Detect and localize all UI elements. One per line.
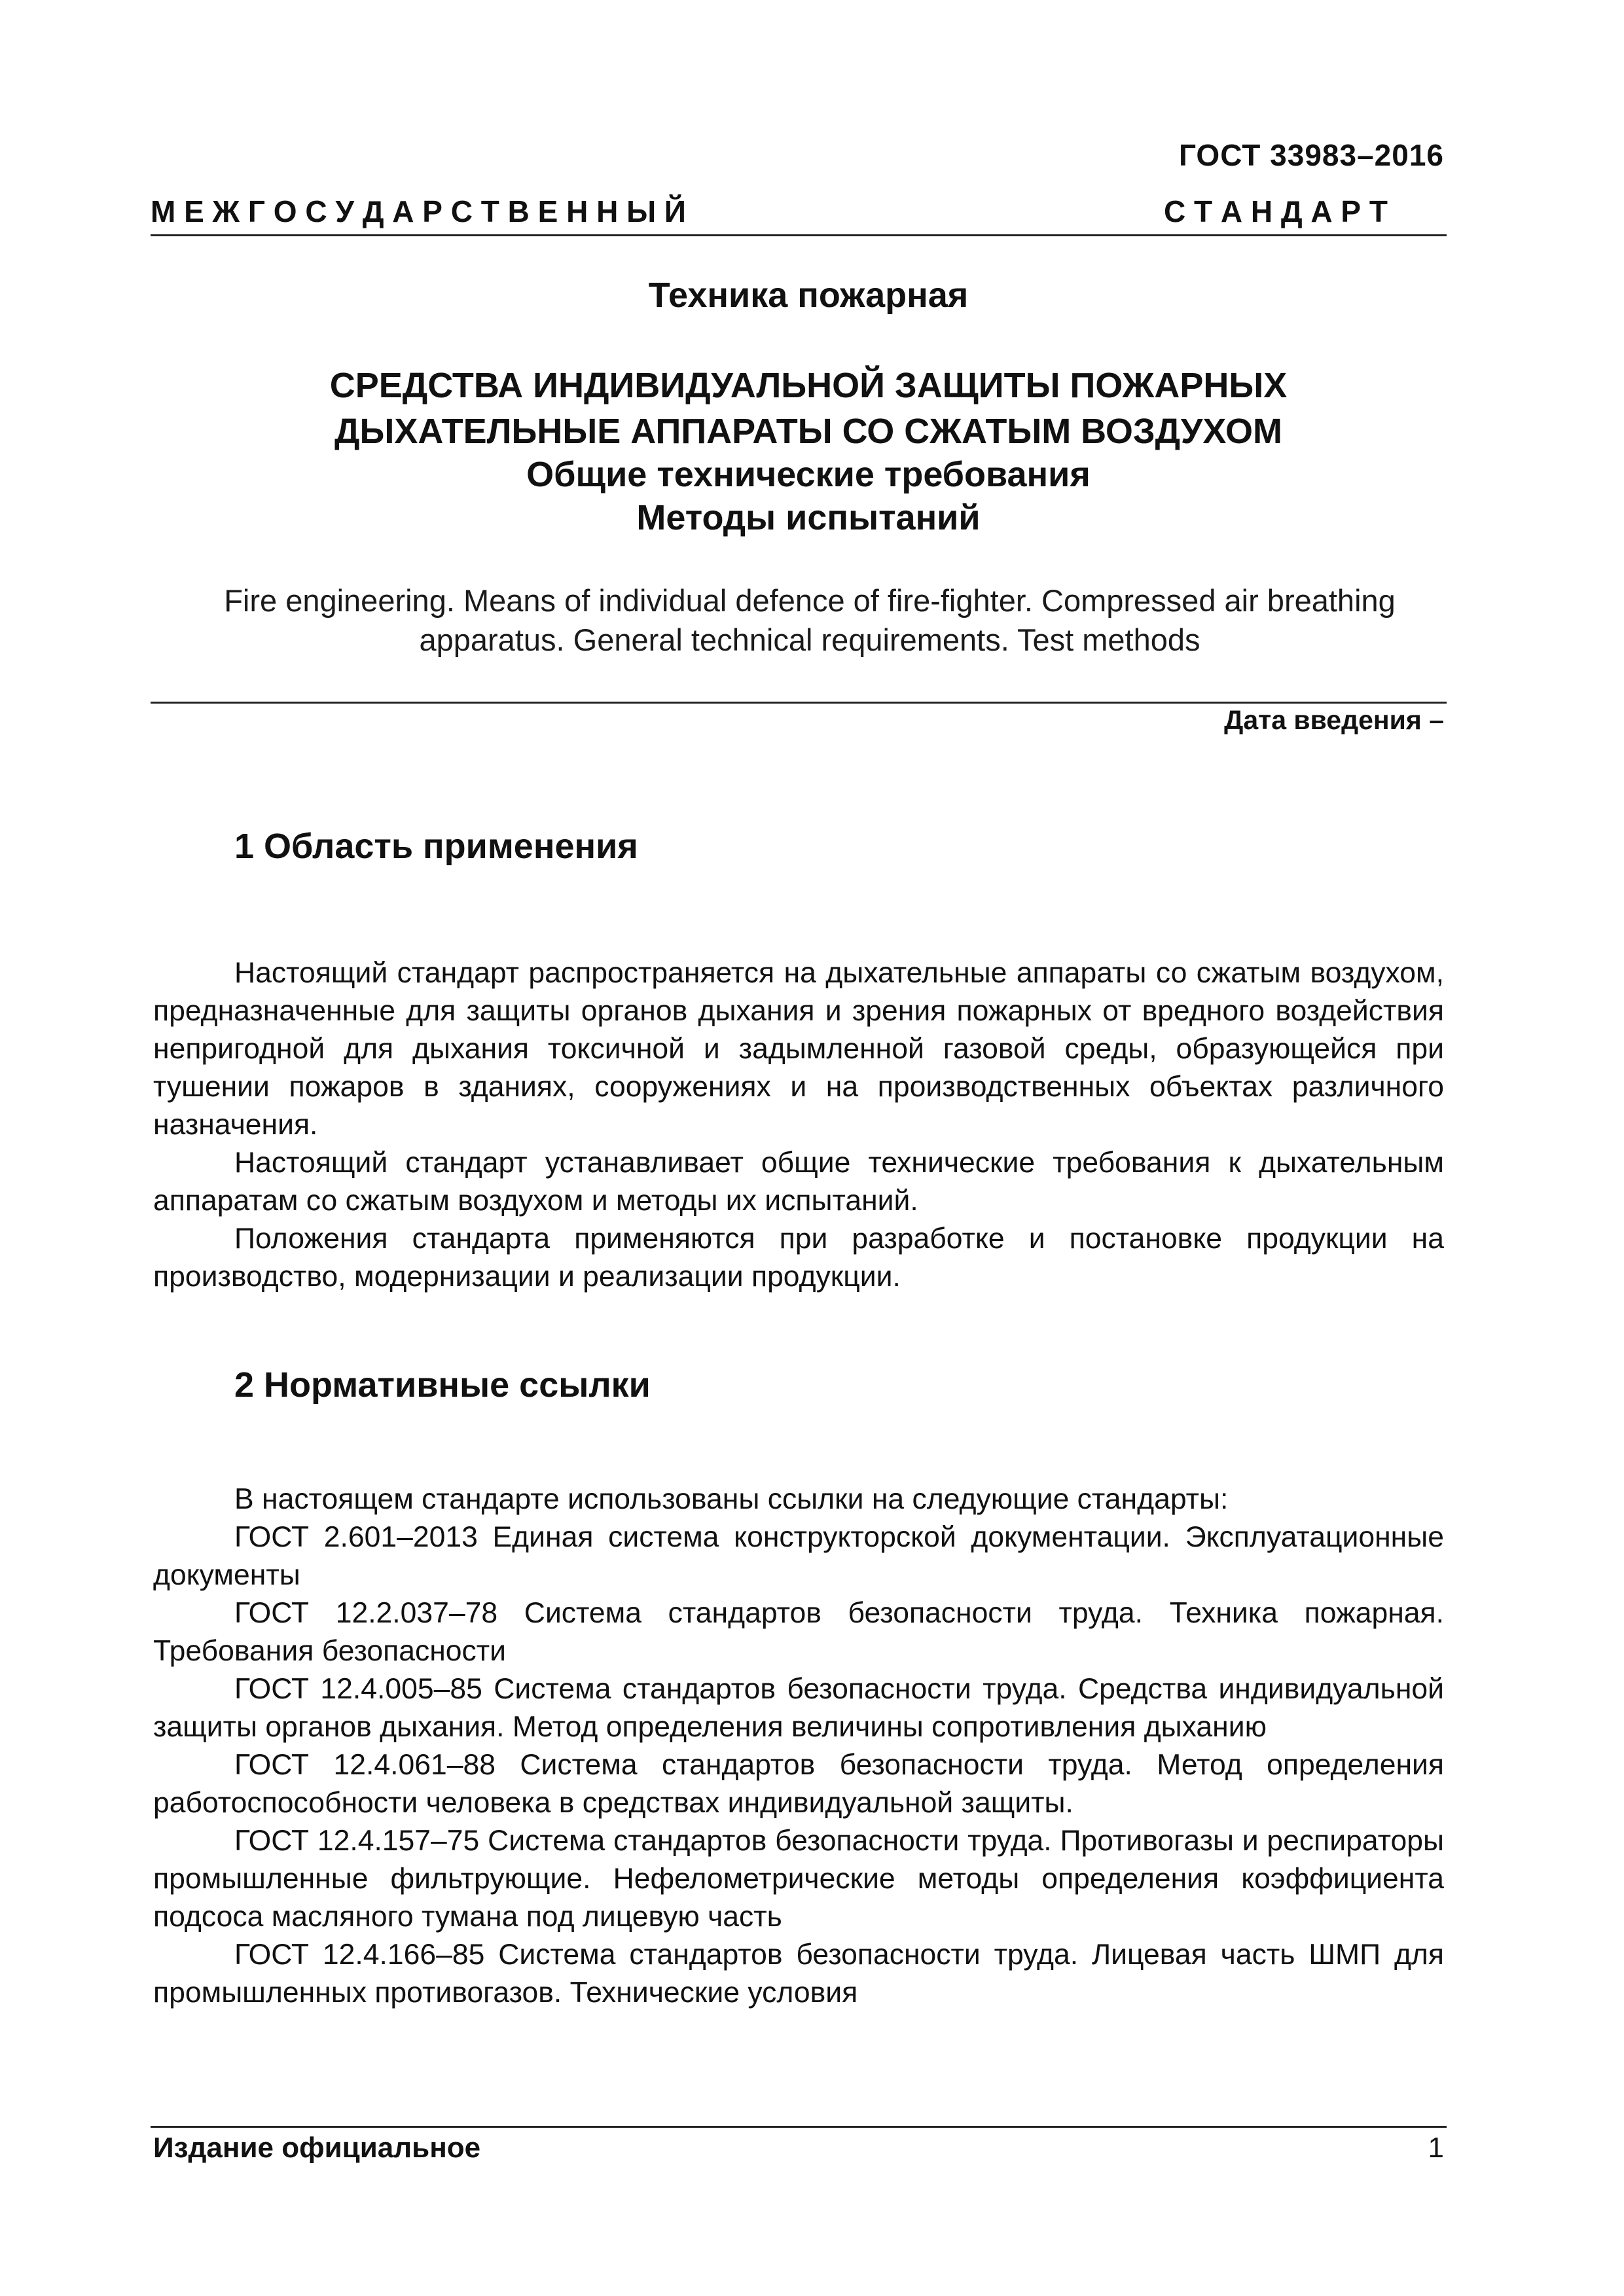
title-line-3: Общие технические требования (526, 455, 1091, 494)
reference-item: ГОСТ 12.4.166–85 Система стандартов безопасности труда. Лицевая часть ШМП для промышленных противогазов. Технические условия (153, 1939, 1444, 2009)
interstate-word: М Е Ж Г О С У Д А Р С Т В Е Н Н Ы Й (151, 194, 686, 228)
introduction-date: Дата введения – (1224, 705, 1444, 735)
title-rule (151, 702, 1447, 704)
gost-number: ГОСТ 33983–2016 (1178, 138, 1444, 172)
footer-rule (151, 2126, 1447, 2128)
header-rule (151, 234, 1447, 236)
section-1-heading: 1 Область применения (234, 827, 638, 866)
reference-item: ГОСТ 12.4.061–88 Система стандартов безопасности труда. Метод определения работоспособности человека в средствах индивидуальной защиты. (153, 1749, 1444, 1819)
title-line-1: СРЕДСТВА ИНДИВИДУАЛЬНОЙ ЗАЩИТЫ ПОЖАРНЫХ (329, 366, 1288, 405)
paragraph: Настоящий стандарт устанавливает общие технические требования к дыхательным аппаратам со сжатым воздухом и методы их испытаний. (153, 1147, 1444, 1217)
section-1-body (153, 954, 1444, 1296)
standard-word: С Т А Н Д А Р Т (1164, 194, 1388, 228)
paragraph: Настоящий стандарт распространяется на дыхательные аппараты со сжатым воздухом, предназначенные для защиты органов дыхания и зрения пожарных от вредного воздействия непригодной для дыхания токсичной и задымленной газовой среды, образующейся при тушении пожаров в зданиях, сооружениях и на производственных объектах различного назначения. (153, 957, 1444, 1141)
reference-item: ГОСТ 12.2.037–78 Система стандартов безопасности труда. Техника пожарная. Требования безопасности (153, 1597, 1444, 1667)
reference-item: ГОСТ 2.601–2013 Единая система конструкторской документации. Эксплуатационные документы (153, 1521, 1444, 1591)
reference-item: ГОСТ 12.4.005–85 Система стандартов безопасности труда. Средства индивидуальной защиты органов дыхания. Метод определения величины сопротивления дыханию (153, 1673, 1444, 1743)
interstate-standard-heading (151, 194, 1447, 229)
title-line-4: Методы испытаний (636, 498, 981, 537)
section-2-body (153, 1480, 1444, 2012)
english-title: Fire engineering. Means of individual defence of fire-fighter. Compressed air breathing apparatus. General technical requirements. Test methods (224, 583, 1396, 657)
official-edition-label: Издание официальное (153, 2132, 481, 2164)
reference-item: ГОСТ 12.4.157–75 Система стандартов безопасности труда. Противогазы и респираторы промышленные фильтрующие. Нефелометрические методы определения коэффициента подсоса масляного тумана под лицевую часть (153, 1825, 1444, 1933)
paragraph: В настоящем стандарте использованы ссылки на следующие стандарты: (234, 1483, 1229, 1515)
paragraph: Положения стандарта применяются при разработке и постановке продукции на производство, модернизации и реализации продукции. (153, 1223, 1444, 1293)
title-line-2: ДЫХАТЕЛЬНЫЕ АППАРАТЫ СО СЖАТЫМ ВОЗДУХОМ (334, 412, 1282, 451)
document-subject: Техника пожарная (648, 276, 969, 315)
section-2-heading: 2 Нормативные ссылки (234, 1365, 651, 1405)
page-number: 1 (1428, 2132, 1444, 2164)
